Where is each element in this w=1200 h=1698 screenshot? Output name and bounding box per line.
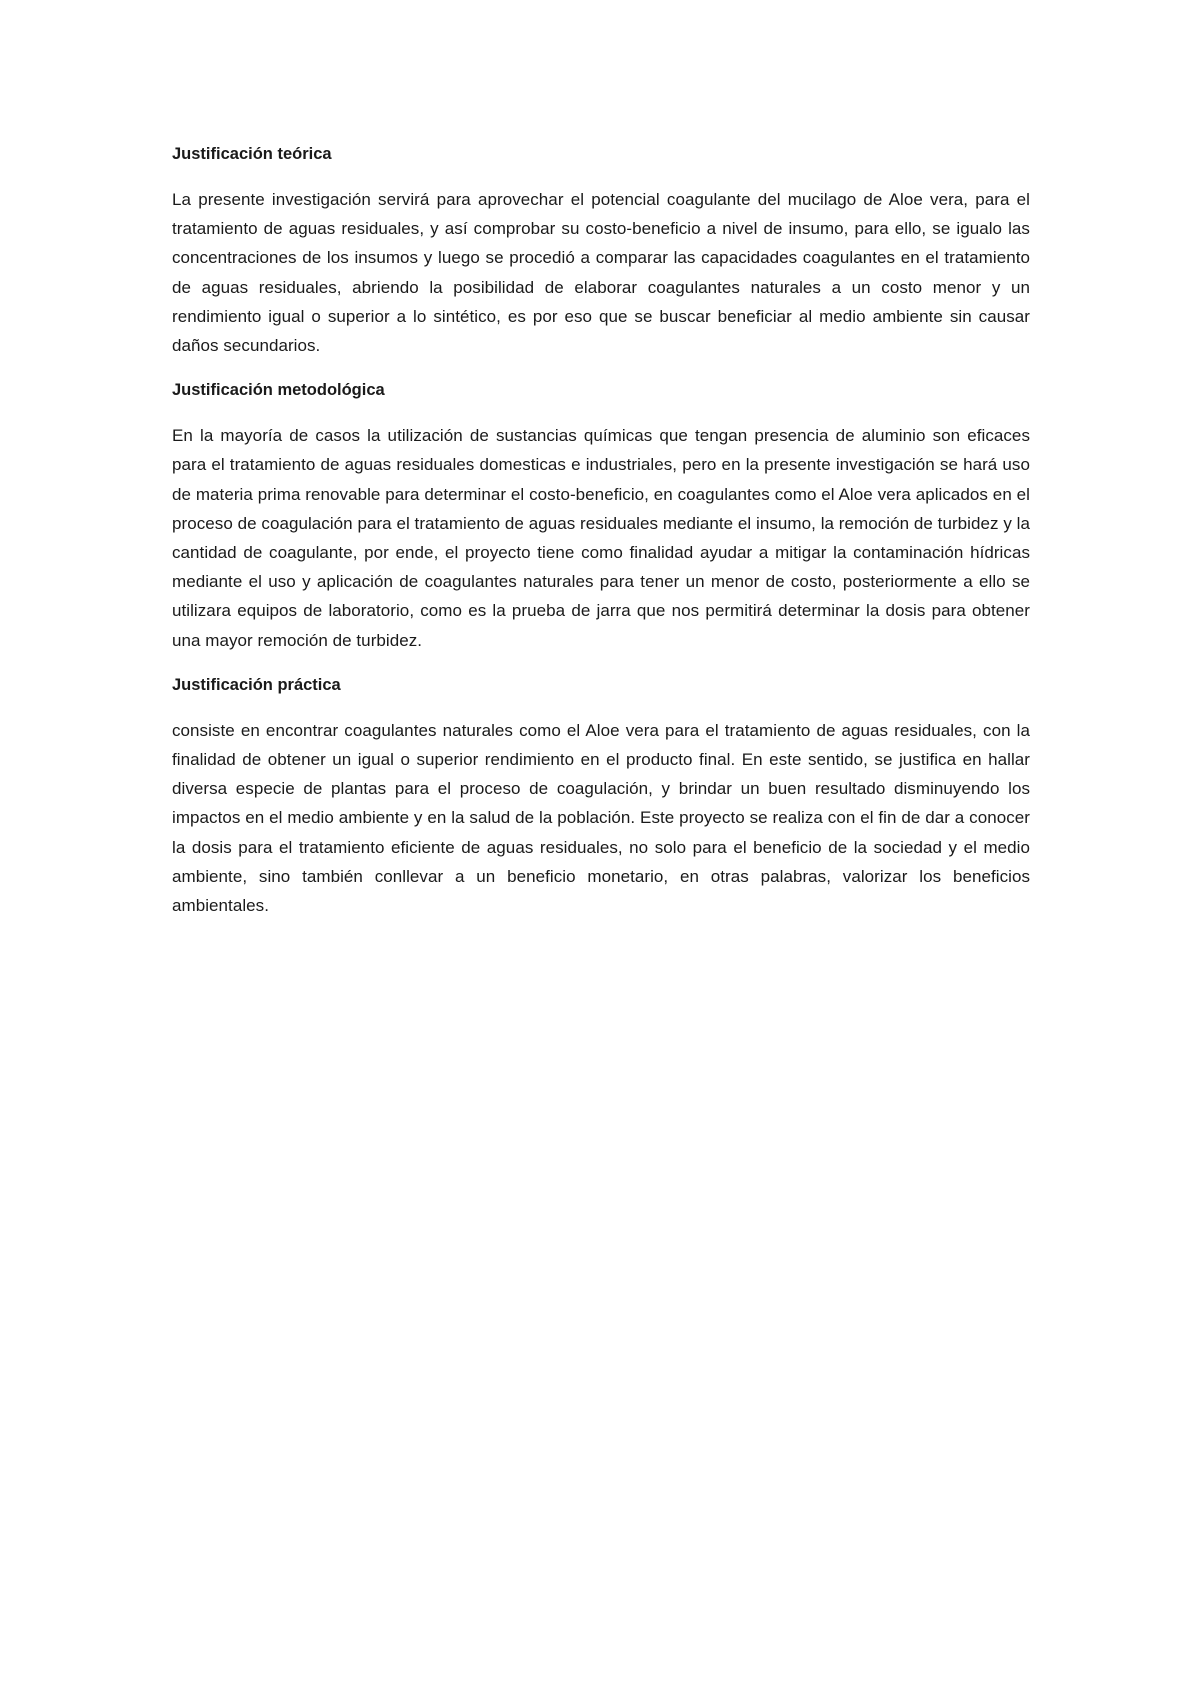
section-title: Justificación teórica: [172, 145, 332, 163]
section-justificacion-metodologica: [172, 376, 1030, 655]
section-paragraph: La presente investigación servirá para aprovechar el potencial coagulante del mucilago de Aloe vera, para el tratamiento de aguas residuales, y así comprobar su costo-beneficio a nivel de insumo, para ello, se igualo las concentraciones de los insumos y luego se procedió a comparar las capacidades coagulantes en el tratamiento de aguas residuales, abriendo la posibilidad de elaborar coagulantes naturales a un costo menor y un rendimiento igual o superior a lo sintético, es por eso que se buscar beneficiar al medio ambiente sin causar daños secundarios.: [172, 190, 1030, 356]
section-paragraph: En la mayoría de casos la utilización de sustancias químicas que tengan presencia de aluminio son eficaces para el tratamiento de aguas residuales domesticas e industriales, pero en la presente investigación se hará uso de materia prima renovable para determinar el costo-beneficio, en coagulantes como el Aloe vera aplicados en el proceso de coagulación para el tratamiento de aguas residuales mediante el insumo, la remoción de turbidez y la cantidad de coagulante, por ende, el proyecto tiene como finalidad ayudar a mitigar la contaminación hídricas mediante el uso y aplicación de coagulantes naturales para tener un menor de costo, posteriormente a ello se utilizara equipos de laboratorio, como es la prueba de jarra que nos permitirá determinar la dosis para obtener una mayor remoción de turbidez.: [172, 426, 1030, 650]
section-paragraph: consiste en encontrar coagulantes naturales como el Aloe vera para el tratamiento de aguas residuales, con la finalidad de obtener un igual o superior rendimiento en el producto final. En este sentido, se justifica en hallar diversa especie de plantas para el proceso de coagulación, y brindar un buen resultado disminuyendo los impactos en el medio ambiente y en la salud de la población. Este proyecto se realiza con el fin de dar a conocer la dosis para el tratamiento eficiente de aguas residuales, no solo para el beneficio de la sociedad y el medio ambiente, sino también conllevar a un beneficio monetario, en otras palabras, valorizar los beneficios ambientales.: [172, 720, 1030, 916]
section-title: Justificación práctica: [172, 675, 341, 694]
section-justificacion-teorica: [172, 140, 1030, 360]
section-justificacion-practica: [172, 671, 1030, 920]
section-title: Justificación metodológica: [172, 381, 385, 400]
document-page: [172, 140, 1030, 936]
